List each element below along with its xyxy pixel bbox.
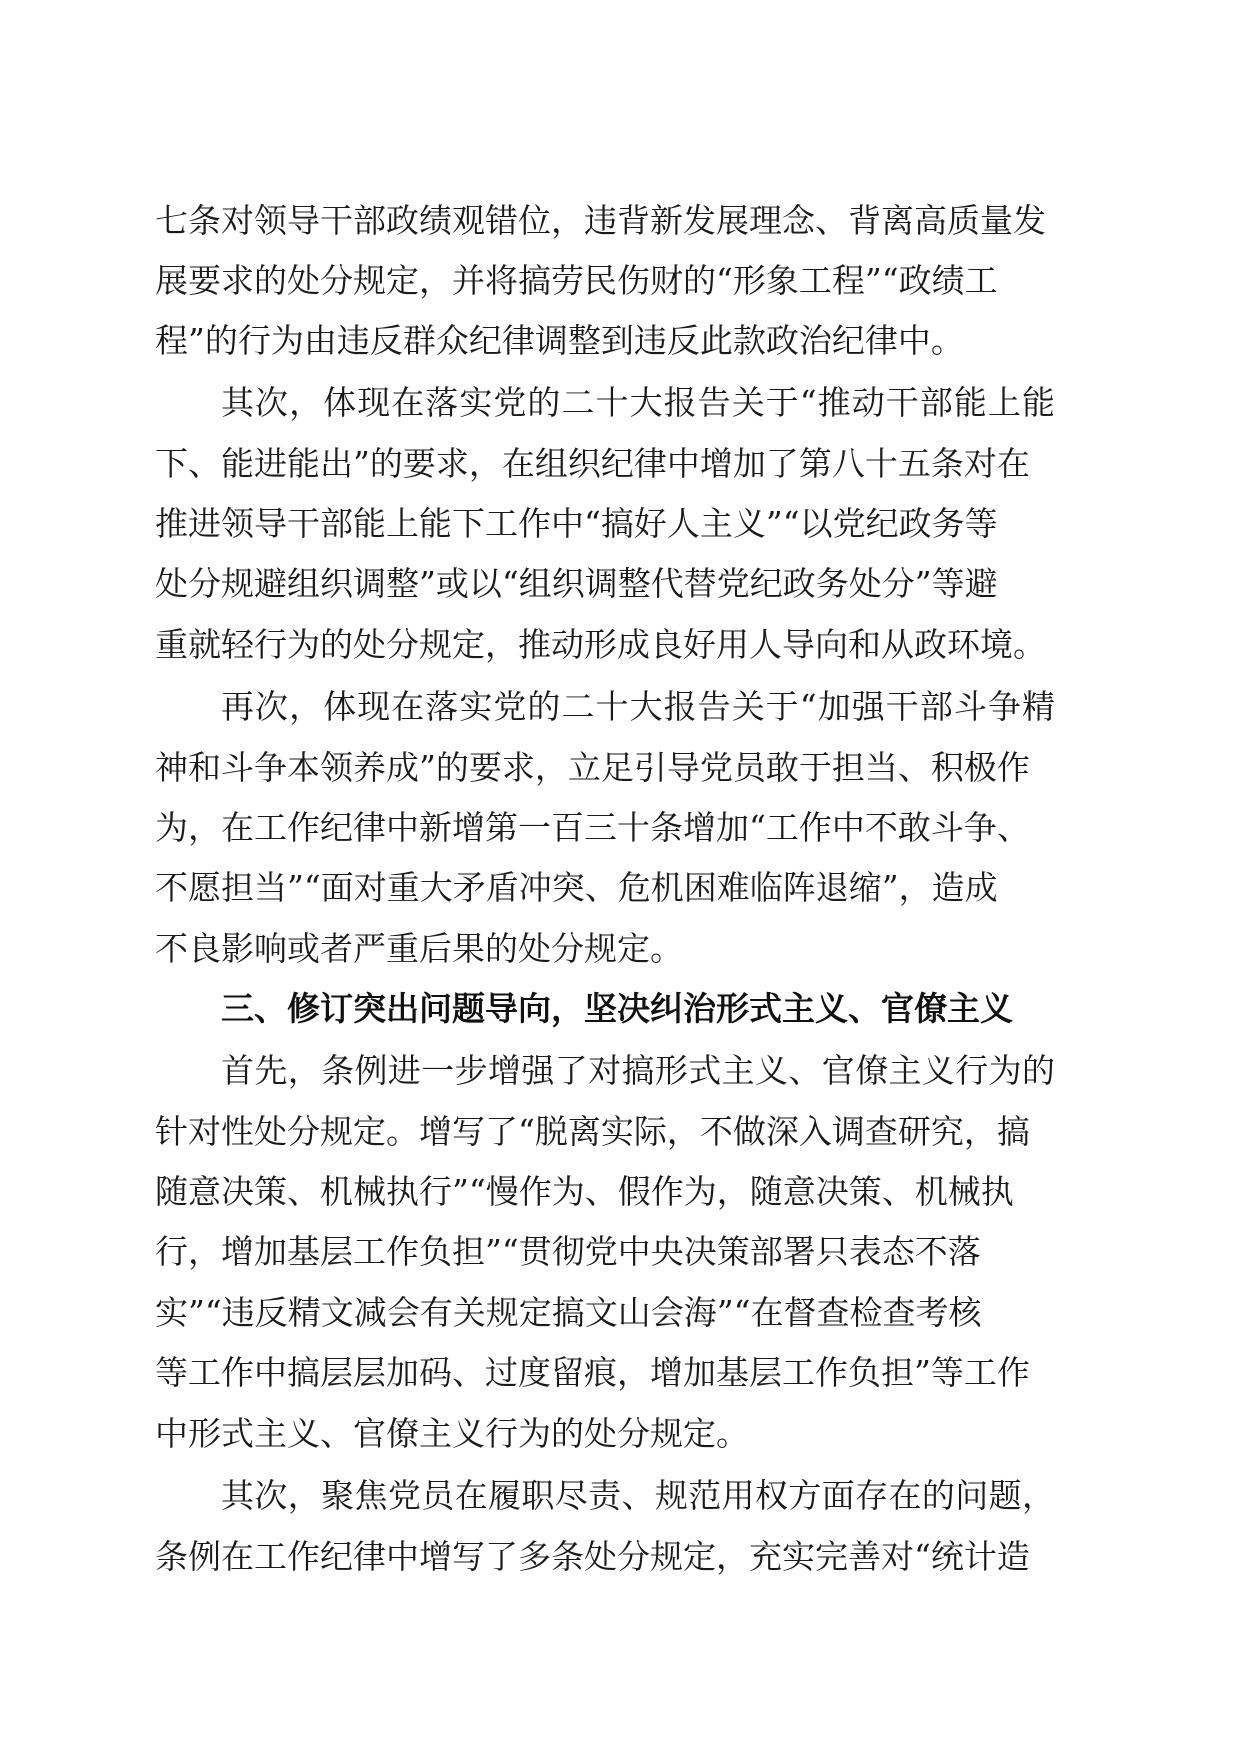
paragraph-line: 下、能进能出”的要求，在组织纪律中增加了第八十五条对在 xyxy=(155,444,1030,483)
paragraph-line: 神和斗争本领养成”的要求，立足引导党员敢于担当、积极作 xyxy=(155,748,1030,787)
paragraph-line: 不愿担当”“面对重大矛盾冲突、危机困难临阵退缩”，造成 xyxy=(155,868,998,907)
paragraph-line: 其次，聚焦党员在履职尽责、规范用权方面存在的问题， xyxy=(221,1476,1055,1515)
paragraph-line: 条例在工作纪律中增写了多条处分规定，充实完善对“统计造 xyxy=(155,1537,1030,1576)
paragraph-line: 为，在工作纪律中新增第一百三十条增加“工作中不敢斗争、 xyxy=(155,808,1030,847)
paragraph-line: 处分规避组织调整”或以“组织调整代替党纪政务处分”等避 xyxy=(155,564,998,603)
paragraph-line: 针对性处分规定。增写了“脱离实际，不做深入调查研究，搞 xyxy=(155,1112,1030,1151)
paragraph-line: 随意决策、机械执行”“慢作为、假作为，随意决策、机械执 xyxy=(155,1172,1014,1211)
paragraph-line: 不良影响或者严重后果的处分规定。 xyxy=(155,929,683,968)
paragraph-line: 等工作中搞层层加码、过度留痕，增加基层工作负担”等工作 xyxy=(155,1353,1030,1392)
paragraph-line: 再次，体现在落实党的二十大报告关于“加强干部斗争精 xyxy=(221,687,1055,726)
paragraph-line: 展要求的处分规定，并将搞劳民伤财的“形象工程”“政绩工 xyxy=(155,261,998,300)
paragraph-line: 重就轻行为的处分规定，推动形成良好用人导向和从政环境。 xyxy=(155,625,1046,664)
paragraph-line: 实”“违反精文减会有关规定搞文山会海”“在督查检查考核 xyxy=(155,1293,982,1332)
paragraph-line: 推进领导干部能上能下工作中“搞好人主义”“以党纪政务等 xyxy=(155,504,998,543)
paragraph-line: 行，增加基层工作负担”“贯彻党中央决策部署只表态不落 xyxy=(155,1232,981,1271)
paragraph-line: 其次，体现在落实党的二十大报告关于“推动干部能上能 xyxy=(221,383,1055,422)
paragraph-line: 首先，条例进一步增强了对搞形式主义、官僚主义行为的 xyxy=(221,1051,1055,1090)
paragraph-line: 中形式主义、官僚主义行为的处分规定。 xyxy=(155,1414,749,1453)
section-heading: 三、修订突出问题导向，坚决纠治形式主义、官僚主义 xyxy=(221,989,1013,1028)
paragraph-line: 七条对领导干部政绩观错位，违背新发展理念、背离高质量发 xyxy=(155,201,1046,240)
paragraph-line: 程”的行为由违反群众纪律调整到违反此款政治纪律中。 xyxy=(155,321,964,360)
